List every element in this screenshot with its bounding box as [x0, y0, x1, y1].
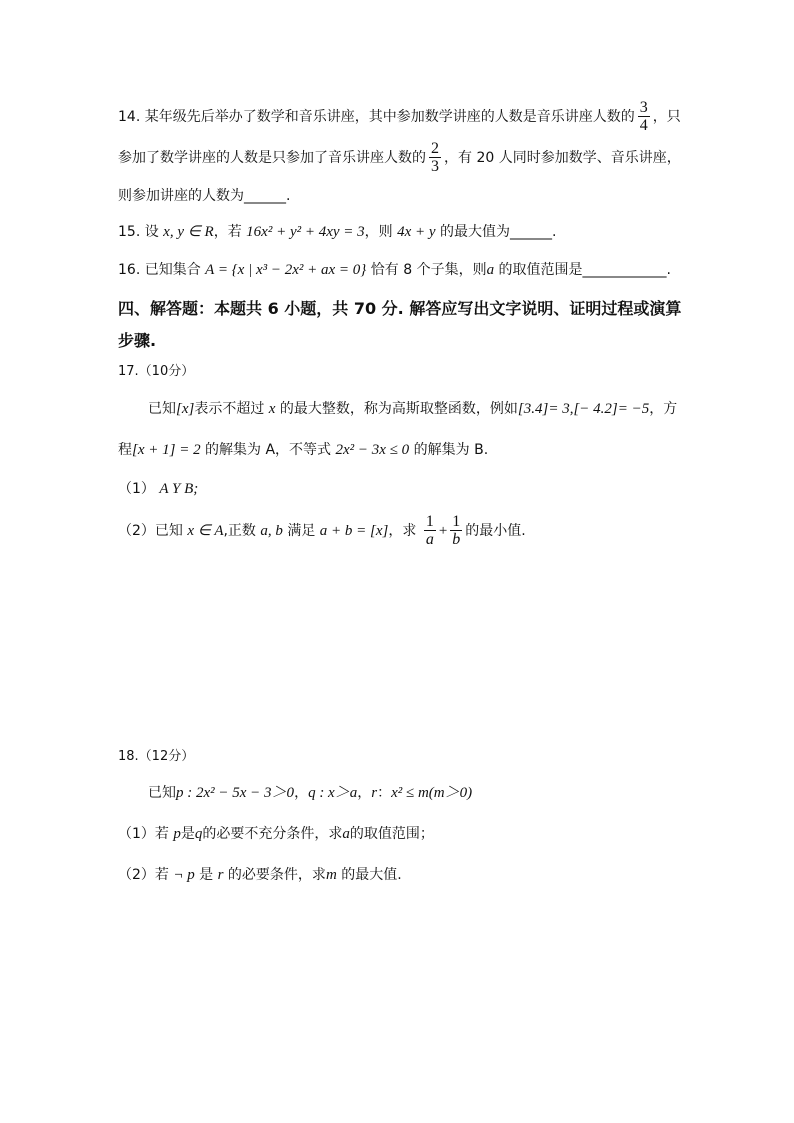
q17-text: ，求 — [388, 523, 421, 539]
q18-text: 的必要不充分条件，求 — [202, 826, 343, 842]
q18-math: r — [217, 867, 224, 883]
q18-math: p — [173, 826, 181, 842]
question-number: 18.（12分） — [118, 749, 195, 764]
q17-math: [3.4]= 3,[− 4.2]= −5 — [517, 401, 650, 417]
q18-math: p : 2x² − 5x − 3＞0 — [176, 785, 295, 801]
fraction-denominator: 4 — [639, 117, 648, 134]
question-number: 17.（10分） — [118, 364, 195, 379]
q17-text: 程 — [118, 442, 132, 458]
q17-part-1 — [118, 479, 198, 499]
q16-line — [118, 260, 671, 280]
q15-text: ，若 — [213, 224, 247, 240]
q16-text: 恰有 8 个子集，则 — [366, 262, 487, 278]
q17-text: 的最小值. — [465, 523, 526, 539]
q14-answer-blank-text: 则参加讲座的人数为______. — [118, 188, 291, 204]
q14-line-1 — [118, 100, 681, 134]
fraction-numerator: 1 — [425, 513, 434, 530]
q18-part-2 — [118, 865, 402, 885]
section-heading-line-1 — [118, 299, 681, 319]
q18-text: 是 — [194, 867, 218, 883]
q17-text: （2）已知 — [118, 523, 188, 539]
q15-text: 的最大值为______. — [435, 224, 557, 240]
section-heading: 步骤. — [118, 331, 157, 350]
fraction-two-thirds — [429, 141, 441, 175]
q15-math: 16x² + y² + 4xy = 3 — [246, 224, 365, 240]
q17-math: x ∈ A — [187, 523, 224, 539]
q17-text: 满足 — [282, 523, 320, 539]
q18-part-1 — [118, 824, 434, 844]
q14-text: 参加了数学讲座的人数是只参加了音乐讲座人数的 — [118, 150, 426, 166]
fraction-numerator: 1 — [452, 513, 461, 530]
fraction-denominator: 3 — [431, 158, 439, 175]
q14-text: ，有 20 人同时参加数学、音乐讲座， — [444, 150, 681, 166]
q17-line-2 — [118, 440, 488, 460]
plus-sign: + — [438, 523, 448, 539]
q15-text: 15. 设 — [118, 224, 164, 240]
q15-line — [118, 222, 556, 242]
q18-math: q : x＞a — [308, 785, 358, 801]
q17-line-1 — [148, 399, 677, 419]
q17-text: 的解集为 A，不等式 — [200, 442, 336, 458]
q18-math: ¬ p — [173, 867, 195, 883]
q14-line-3 — [118, 186, 290, 206]
q16-math: a — [486, 262, 495, 278]
q16-text: 16. 已知集合 — [118, 262, 206, 278]
fraction-denominator: b — [452, 531, 461, 548]
fraction-denominator: a — [425, 531, 434, 548]
q17-header — [118, 362, 194, 382]
q18-math: m — [325, 867, 337, 883]
q17-text: 的解集为 B. — [409, 442, 489, 458]
fraction-numerator: 3 — [639, 99, 648, 116]
q18-text: ： — [377, 785, 392, 801]
q18-math: q — [194, 826, 203, 842]
q17-math: a + b = [x] — [319, 523, 389, 539]
q17-text: 的最大整数，称为高斯取整函数，例如 — [275, 401, 518, 417]
q18-line-1 — [148, 783, 472, 803]
q18-text: 的取值范围； — [349, 826, 434, 842]
q18-text: 的必要条件，求 — [223, 867, 326, 883]
q17-math: a, b — [260, 523, 283, 539]
q15-math: x, y ∈ R — [163, 224, 214, 240]
q17-math: [x + 1] = 2 — [132, 442, 201, 458]
q14-text: 14. 某年级先后举办了数学和音乐讲座，其中参加数学讲座的人数是音乐讲座人数的 — [118, 109, 635, 125]
fraction-one-over-a — [424, 514, 436, 548]
q18-text: ， — [294, 785, 309, 801]
fraction-numerator: 2 — [431, 140, 439, 157]
q18-header — [118, 747, 194, 767]
fraction-three-quarters — [638, 100, 650, 134]
q17-part-2 — [118, 514, 526, 548]
q14-text: ，只 — [652, 109, 681, 125]
fraction-one-over-b — [450, 514, 462, 548]
q18-text: ， — [357, 785, 372, 801]
q14-line-2 — [118, 141, 681, 175]
part-label: （1） — [118, 481, 160, 497]
q15-math: 4x + y — [397, 224, 436, 240]
q15-text: ，则 — [364, 224, 398, 240]
q17-text: ，方 — [649, 401, 678, 417]
q18-math: x² ≤ m(m＞0) — [391, 785, 473, 801]
q18-math: a — [342, 826, 350, 842]
section-heading: 四、解答题：本题共 6 小题，共 70 分. 解答应写出文字说明、证明过程或演算 — [118, 299, 682, 318]
q17-math: [x] — [176, 401, 195, 417]
q17-math: x — [268, 401, 276, 417]
q18-text: 已知 — [148, 785, 176, 801]
q18-text: 的最大值. — [336, 867, 402, 883]
q17-math: A Y B; — [159, 481, 199, 497]
q17-text: 表示不超过 — [194, 401, 269, 417]
section-heading-line-2 — [118, 331, 156, 351]
q18-text: （1）若 — [118, 826, 174, 842]
q18-text: （2）若 — [118, 867, 174, 883]
q17-text: 已知 — [148, 401, 176, 417]
q18-text: 是 — [180, 826, 195, 842]
q16-set-expression: A = {x | x³ − 2x² + ax = 0} — [205, 262, 367, 278]
q17-text: ,正数 — [223, 523, 261, 539]
q16-text: 的取值范围是____________. — [494, 262, 671, 278]
q18-math: r — [371, 785, 378, 801]
q17-math: 2x² − 3x ≤ 0 — [335, 442, 410, 458]
